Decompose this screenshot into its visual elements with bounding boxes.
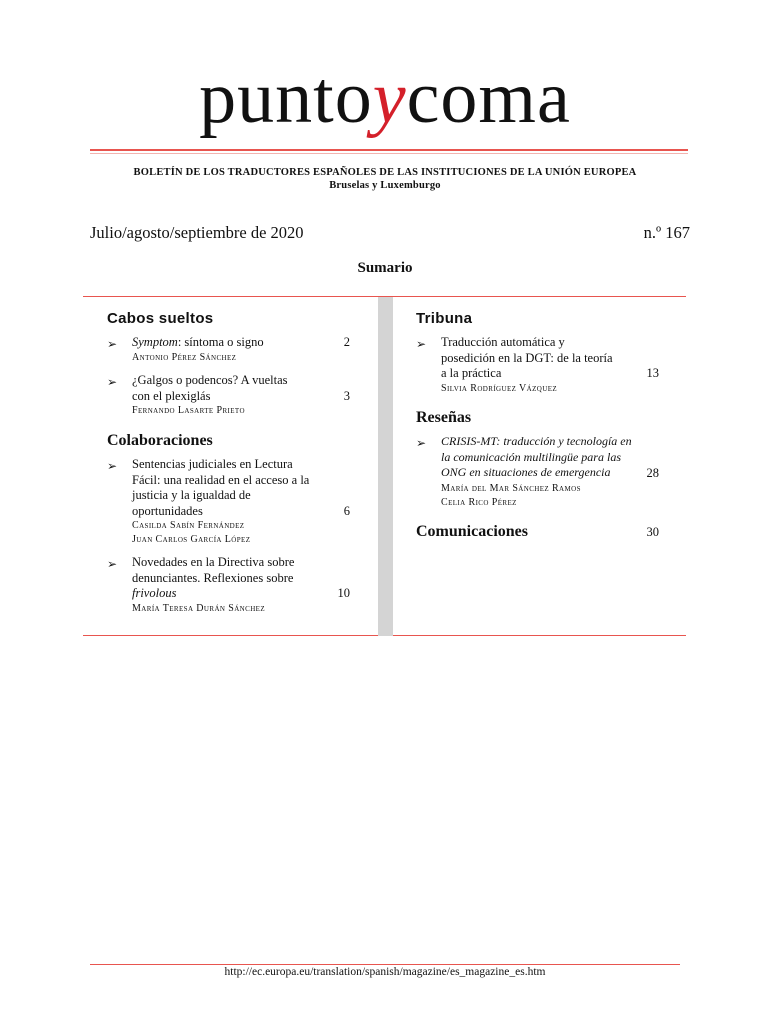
item-title-rest: : síntoma o signo: [177, 335, 264, 349]
item-author: Celia Rico Pérez: [441, 497, 517, 508]
bullet-arrow-icon: ➢: [107, 459, 118, 473]
section-title-cabos-sueltos: Cabos sueltos: [107, 310, 214, 327]
item-line: con el plexiglás: [132, 388, 211, 403]
item-author: Fernando Lasarte Prieto: [132, 405, 245, 416]
footer-url-link[interactable]: http://ec.europa.eu/translation/spanish/magazine/es_magazine_es.htm: [224, 966, 546, 978]
page-number: 3: [343, 389, 350, 403]
item-author: Casilda Sabín Fernández: [132, 520, 245, 531]
logo-part-punto: punto: [199, 57, 373, 139]
item-line: ONG en situaciones de emergencia: [441, 465, 611, 479]
subtitle-line-1: BOLETÍN DE LOS TRADUCTORES ESPAÑOLES DE LAS INSTITUCIONES DE LA UNIÓN EUROPEA: [133, 167, 637, 178]
item-line: Fácil: una realidad en el acceso a la: [132, 472, 310, 487]
logo-puntoycoma: [0, 58, 770, 138]
item-line: posedición en la DGT: de la teoría: [441, 350, 613, 365]
page-number: 30: [646, 525, 659, 539]
logo-part-y: y: [372, 57, 407, 139]
logo-part-coma: coma: [406, 57, 571, 139]
item-author: María Teresa Durán Sánchez: [132, 603, 266, 614]
bullet-arrow-icon: ➢: [107, 557, 118, 571]
issue-date: Julio/agosto/septiembre de 2020: [90, 223, 304, 242]
page-number: 28: [646, 466, 659, 480]
bullet-arrow-icon: ➢: [416, 436, 427, 450]
bullet-arrow-icon: ➢: [107, 375, 118, 389]
column-divider: [378, 297, 393, 636]
issue-number: n.º 167: [643, 223, 690, 242]
summary-title: Sumario: [357, 260, 413, 276]
bulletin-subtitle: [60, 166, 710, 192]
item-line: ¿Galgos o podencos? A vueltas: [132, 373, 288, 387]
item-line: justicia y la igualdad de: [132, 488, 251, 502]
item-author: Juan Carlos García López: [132, 534, 251, 545]
item-line: oportunidades: [132, 503, 203, 518]
item-author: Silvia Rodríguez Vázquez: [441, 383, 558, 394]
item-line: Sentencias judiciales en Lectura: [132, 457, 293, 471]
item-title-emphasis: Symptom: [132, 335, 178, 349]
masthead-rule-red: [90, 149, 688, 151]
item-line: denunciantes. Reflexiones sobre: [132, 570, 294, 585]
item-line: a la práctica: [441, 366, 502, 380]
item-author: Antonio Pérez Sánchez: [132, 352, 237, 363]
page-number: 13: [646, 366, 659, 380]
masthead-rule-pink: [90, 153, 688, 154]
section-title-tribuna: Tribuna: [416, 310, 473, 327]
item-line: CRISIS-MT: traducción y tecnología en: [441, 434, 632, 448]
section-title-comunicaciones[interactable]: Comunicaciones: [416, 523, 528, 540]
section-title-resenas: Reseñas: [416, 409, 472, 426]
footer-rule: [90, 964, 680, 965]
section-title-colaboraciones: Colaboraciones: [107, 432, 213, 449]
item-line: la comunicación multilingüe para las: [441, 449, 621, 464]
item-line: frivolous: [132, 586, 177, 600]
item-author: María del Mar Sánchez Ramos: [441, 483, 581, 494]
bullet-arrow-icon: ➢: [107, 337, 118, 351]
item-line: Novedades en la Directiva sobre: [132, 555, 295, 569]
bullet-arrow-icon: ➢: [416, 337, 427, 351]
page-number: 6: [343, 504, 350, 518]
item-line: Traducción automática y: [441, 335, 565, 349]
subtitle-line-2: Bruselas y Luxemburgo: [329, 180, 441, 191]
page-number: 10: [337, 586, 350, 600]
page-number: 2: [343, 335, 350, 349]
